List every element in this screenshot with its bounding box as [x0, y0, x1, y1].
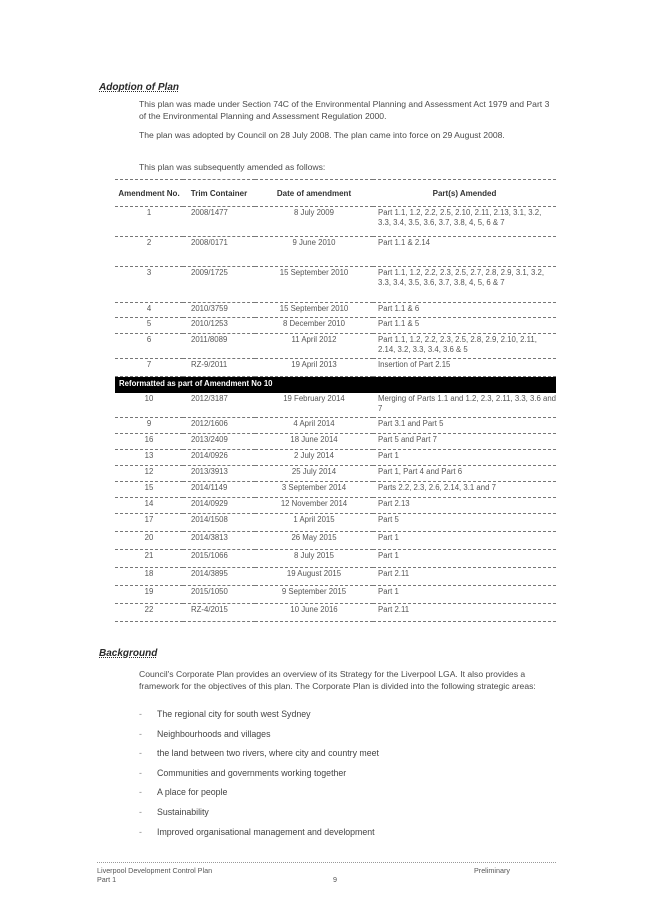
list-item — [139, 748, 379, 768]
list-item — [139, 807, 379, 827]
trim-container-cell: 2012/1606 — [183, 417, 255, 433]
amendment-no-cell: 18 — [115, 567, 183, 585]
trim-container-cell: 2014/3813 — [183, 531, 255, 549]
amendment-no-cell: 3 — [115, 267, 183, 303]
amendment-no-cell: 13 — [115, 449, 183, 465]
amendment-no-cell: 1 — [115, 207, 183, 237]
table-row — [115, 318, 556, 334]
bullet-dash: - — [139, 728, 142, 739]
amendment-no-cell: 6 — [115, 334, 183, 359]
background-para: Council's Corporate Plan provides an overview of its Strategy for the Liverpool LGA. It also provides a framework for the objectives of this plan. The Corporate Plan is divided into the following strategic areas: — [139, 669, 536, 691]
table-row — [115, 393, 556, 417]
header-trim-container: Trim Container — [183, 180, 255, 207]
date-of-amendment-cell: 4 April 2014 — [255, 417, 373, 433]
footer-page-number: 9 — [333, 875, 337, 884]
amendment-no-cell: 2 — [115, 237, 183, 267]
reformatted-band — [115, 377, 556, 394]
trim-container-cell: 2010/3759 — [183, 303, 255, 318]
parts-amended-cell: Part 3.1 and Part 5 — [373, 417, 556, 433]
parts-amended-cell: Part 2.11 — [373, 603, 556, 621]
amendment-no-cell: 5 — [115, 318, 183, 334]
parts-amended-cell: Merging of Parts 1.1 and 1.2, 2.3, 2.11, 3.3, 3.6 and 7 — [373, 393, 556, 417]
parts-amended-cell: Part 1.1, 1.2, 2.2, 2.3, 2.5, 2.7, 2.8, 2.9, 3.1, 3.2, 3.3, 3.4, 3.5, 3.6, 3.7, 3.8, 4, 5, 6 & 7 — [373, 267, 556, 303]
date-of-amendment-cell: 9 September 2015 — [255, 585, 373, 603]
parts-amended-cell: Part 5 and Part 7 — [373, 433, 556, 449]
trim-container-cell: 2015/1050 — [183, 585, 255, 603]
amendment-no-cell: 14 — [115, 497, 183, 513]
background-heading: Background — [99, 648, 158, 659]
amendment-no-cell: 22 — [115, 603, 183, 621]
date-of-amendment-cell: 8 December 2010 — [255, 318, 373, 334]
date-of-amendment-cell: 19 August 2015 — [255, 567, 373, 585]
table-row — [115, 497, 556, 513]
date-of-amendment-cell: 8 July 2015 — [255, 549, 373, 567]
amendment-no-cell: 21 — [115, 549, 183, 567]
adoption-para-1: This plan was made under Section 74C of the Environmental Planning and Assessment Act 1979 and Part 3 of the Environmental Planning and Assessment Regulation 2000. — [139, 99, 550, 121]
header-date-of-amendment: Date of amendment — [255, 180, 373, 207]
table-row — [115, 549, 556, 567]
list-item — [139, 729, 379, 749]
trim-container-cell: 2008/0171 — [183, 237, 255, 267]
amendment-table — [115, 179, 556, 622]
trim-container-cell: 2014/0929 — [183, 497, 255, 513]
list-item-text: Sustainability — [157, 806, 209, 817]
table-row — [115, 334, 556, 359]
table-header-row — [115, 180, 556, 207]
parts-amended-cell: Part 1 — [373, 449, 556, 465]
table-row — [115, 267, 556, 303]
trim-container-cell: 2009/1725 — [183, 267, 255, 303]
bullet-dash: - — [139, 826, 142, 837]
date-of-amendment-cell: 26 May 2015 — [255, 531, 373, 549]
parts-amended-cell: Part 5 — [373, 513, 556, 531]
list-item-text: Communities and governments working together — [157, 767, 347, 778]
date-of-amendment-cell: 10 June 2016 — [255, 603, 373, 621]
date-of-amendment-cell: 9 June 2010 — [255, 237, 373, 267]
trim-container-cell: 2014/0926 — [183, 449, 255, 465]
table-row — [115, 585, 556, 603]
adoption-para-3: This plan was subsequently amended as follows: — [139, 162, 326, 172]
trim-container-cell: 2014/1149 — [183, 481, 255, 497]
date-of-amendment-cell: 2 July 2014 — [255, 449, 373, 465]
trim-container-cell: 2014/1508 — [183, 513, 255, 531]
table-row — [115, 207, 556, 237]
parts-amended-cell: Part 2.13 — [373, 497, 556, 513]
table-row — [115, 465, 556, 481]
parts-amended-cell: Part 1 — [373, 549, 556, 567]
parts-amended-cell: Part 1.1 & 2.14 — [373, 237, 556, 267]
amendment-no-cell: 19 — [115, 585, 183, 603]
trim-container-cell: 2011/8089 — [183, 334, 255, 359]
amendment-no-cell: 9 — [115, 417, 183, 433]
date-of-amendment-cell: 1 April 2015 — [255, 513, 373, 531]
date-of-amendment-cell: 18 June 2014 — [255, 433, 373, 449]
table-row — [115, 481, 556, 497]
header-parts-amended: Part(s) Amended — [373, 180, 556, 207]
footer-divider — [97, 862, 556, 863]
table-row — [115, 433, 556, 449]
table-row — [115, 513, 556, 531]
amendment-no-cell: 12 — [115, 465, 183, 481]
amendment-no-cell: 7 — [115, 359, 183, 377]
table-row — [115, 237, 556, 267]
parts-amended-cell: Parts 2.2, 2.3, 2.6, 2.14, 3.1 and 7 — [373, 481, 556, 497]
list-item — [139, 787, 379, 807]
list-item — [139, 768, 379, 788]
trim-container-cell: 2015/1066 — [183, 549, 255, 567]
date-of-amendment-cell: 19 February 2014 — [255, 393, 373, 417]
footer-doc-title: Liverpool Development Control Plan — [97, 866, 213, 875]
list-item-text: The regional city for south west Sydney — [157, 709, 311, 719]
footer-status: Preliminary — [474, 866, 510, 875]
trim-container-cell: 2010/1253 — [183, 318, 255, 334]
trim-container-cell: 2012/3187 — [183, 393, 255, 417]
table-row — [115, 531, 556, 549]
bullet-dash: - — [139, 767, 142, 778]
parts-amended-cell: Part 1, Part 4 and Part 6 — [373, 465, 556, 481]
trim-container-cell: 2013/2409 — [183, 433, 255, 449]
table-row — [115, 417, 556, 433]
date-of-amendment-cell: 11 April 2012 — [255, 334, 373, 359]
amendment-no-cell: 20 — [115, 531, 183, 549]
trim-container-cell: 2008/1477 — [183, 207, 255, 237]
date-of-amendment-cell: 19 April 2013 — [255, 359, 373, 377]
bullet-dash: - — [139, 748, 142, 759]
amendment-no-cell: 17 — [115, 513, 183, 531]
header-amendment-no: Amendment No. — [115, 180, 183, 207]
table-row — [115, 567, 556, 585]
amendment-no-cell: 10 — [115, 393, 183, 417]
date-of-amendment-cell: 15 September 2010 — [255, 267, 373, 303]
adoption-heading: Adoption of Plan — [99, 82, 179, 93]
reformatted-band-label: Reformatted as part of Amendment No 10 — [115, 377, 556, 394]
table-row — [115, 303, 556, 318]
bullet-dash: - — [139, 787, 142, 798]
amendment-no-cell: 16 — [115, 433, 183, 449]
parts-amended-cell: Part 1.1 & 5 — [373, 318, 556, 334]
date-of-amendment-cell: 15 September 2010 — [255, 303, 373, 318]
table-row — [115, 449, 556, 465]
parts-amended-cell: Part 1.1, 1.2, 2.2, 2.5, 2.10, 2.11, 2.13, 3.1, 3.2, 3.3, 3.4, 3.5, 3.6, 3.7, 3.8, 4, 5, 6 & 7 — [373, 207, 556, 237]
trim-container-cell: RZ-9/2011 — [183, 359, 255, 377]
date-of-amendment-cell: 8 July 2009 — [255, 207, 373, 237]
parts-amended-cell: Part 1 — [373, 531, 556, 549]
date-of-amendment-cell: 12 November 2014 — [255, 497, 373, 513]
parts-amended-cell: Part 1.1, 1.2, 2.2, 2.3, 2.5, 2.8, 2.9, 2.10, 2.11, 2.14, 3.2, 3.3, 3.4, 3.6 & 5 — [373, 334, 556, 359]
bullet-dash: - — [139, 806, 142, 817]
table-row — [115, 359, 556, 377]
trim-container-cell: 2013/3913 — [183, 465, 255, 481]
parts-amended-cell: Part 2.11 — [373, 567, 556, 585]
amendment-no-cell: 15 — [115, 481, 183, 497]
adoption-para-2: The plan was adopted by Council on 28 July 2008. The plan came into force on 29 August 2008. — [139, 130, 505, 140]
parts-amended-cell: Part 1.1 & 6 — [373, 303, 556, 318]
date-of-amendment-cell: 25 July 2014 — [255, 465, 373, 481]
bullet-dash: - — [139, 709, 142, 719]
date-of-amendment-cell: 3 September 2014 — [255, 481, 373, 497]
table-row — [115, 603, 556, 621]
footer-part: Part 1 — [97, 875, 117, 884]
list-item-text: Improved organisational management and development — [157, 826, 375, 837]
list-item-text: the land between two rivers, where city and country meet — [157, 748, 379, 759]
list-item — [139, 827, 379, 847]
amendment-no-cell: 4 — [115, 303, 183, 318]
trim-container-cell: 2014/3895 — [183, 567, 255, 585]
trim-container-cell: RZ-4/2015 — [183, 603, 255, 621]
list-item-text: A place for people — [157, 787, 228, 798]
strategic-areas-list — [139, 709, 379, 846]
list-item — [139, 709, 379, 729]
list-item-text: Neighbourhoods and villages — [157, 728, 271, 739]
parts-amended-cell: Part 1 — [373, 585, 556, 603]
parts-amended-cell: Insertion of Part 2.15 — [373, 359, 556, 377]
